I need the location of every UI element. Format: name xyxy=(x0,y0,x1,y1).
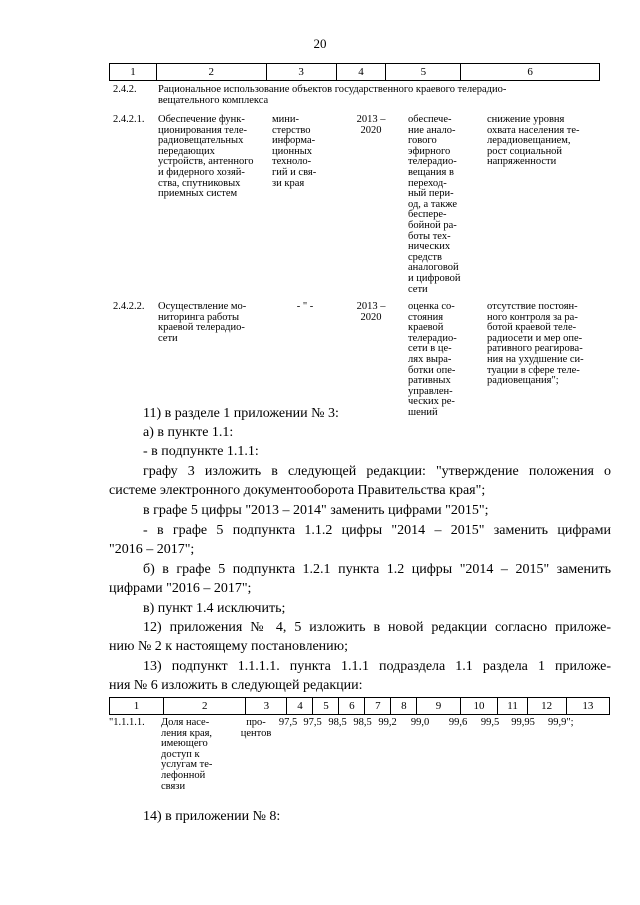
table2-row-num: "1.1.1.1. xyxy=(109,717,145,728)
cell-line: беспере- xyxy=(408,209,447,221)
table2-col-11: 11 xyxy=(498,698,527,715)
table2-value: 98,5 xyxy=(328,717,347,728)
row-242-text-line: Рациональное использование объектов государственного краевого телерадио- xyxy=(158,84,507,95)
cell-line: 2013 – xyxy=(356,114,386,125)
cell-line: Обеспечение функ- xyxy=(158,114,245,125)
cell-line: охвата населения те- xyxy=(487,124,580,136)
cell-line: туации в сфере теле- xyxy=(487,364,580,376)
table2-value: 97,5 xyxy=(278,717,298,728)
row-2422-number: 2.4.2.2. xyxy=(113,301,145,312)
table2-col-5: 5 xyxy=(313,698,339,715)
cell-line: ние анало- xyxy=(408,124,456,136)
table1-col-3: 3 xyxy=(266,64,336,81)
para-112-line2: "2016 – 2017"; xyxy=(109,542,195,557)
para-graf5: в графе 5 цифры "2013 – 2014" заменить цифрами "2015"; xyxy=(143,503,489,518)
para-graf3-line1: графу 3 изложить в следующей редакции: "утверждение положения о xyxy=(143,464,611,479)
para-graf3-line2: системе электронного документооборота Правительства края"; xyxy=(109,483,486,498)
para-b-line2: цифрами "2016 – 2017"; xyxy=(109,581,252,596)
cell-line: гий и свя- xyxy=(272,166,317,178)
cell-line: шений xyxy=(408,406,438,418)
cell-line: переход- xyxy=(408,177,447,189)
para-13-line2: ния № 6 изложить в следующей редакции: xyxy=(109,678,363,693)
cell-line: боты тех- xyxy=(408,230,451,242)
cell-line: мини- xyxy=(272,114,299,125)
table2-value: 97,5 xyxy=(303,717,322,728)
cell-line: гового xyxy=(408,135,437,147)
cell-line: Осуществление мо- xyxy=(158,301,247,312)
table2-col-7: 7 xyxy=(365,698,391,715)
cell-line: ционных xyxy=(272,145,313,157)
cell-line: лях выра- xyxy=(408,353,452,365)
row-2422-result xyxy=(408,302,478,419)
cell-line: нических xyxy=(408,241,451,253)
cell-line: центов xyxy=(240,727,272,739)
cell-line: телерадио- xyxy=(408,332,457,344)
table2-col-3: 3 xyxy=(246,698,287,715)
para-112-line1: - в графе 5 подпункта 1.1.2 цифры "2014 – 2015" заменить цифрами xyxy=(143,523,611,538)
para-11: 11) в разделе 1 приложении № 3: xyxy=(143,406,339,421)
table1-col-6: 6 xyxy=(461,64,600,81)
cell-line: имеющего xyxy=(161,738,208,750)
row-2421-risk xyxy=(487,115,602,168)
table2-value: 99,0 xyxy=(410,717,430,728)
cell-line: техноло- xyxy=(272,156,312,168)
para-b-line1: б) в графе 5 подпункта 1.2.1 пункта 1.2 цифры "2014 – 2015" заменить xyxy=(143,562,611,577)
cell-line: ративных xyxy=(408,375,451,387)
table2-value: 98,5 xyxy=(353,717,372,728)
cell-line: связи xyxy=(161,780,186,792)
cell-line: 2013 – xyxy=(356,301,386,312)
cell-line: краевой xyxy=(408,322,444,334)
row-2421-result xyxy=(408,115,478,295)
table2-header xyxy=(109,697,610,715)
para-a: а) в пункте 1.1: xyxy=(143,425,234,440)
cell-line: радиовещания"; xyxy=(487,375,559,387)
cell-line: услугам те- xyxy=(161,759,213,771)
cell-line: ционирования теле- xyxy=(158,124,248,136)
cell-line: радиовещательных xyxy=(158,135,244,147)
page-number: 20 xyxy=(313,36,327,51)
table2-col-2: 2 xyxy=(164,698,246,715)
cell-line: лефонной xyxy=(161,769,206,781)
para-12-line2: нию № 2 к настоящему постановлению; xyxy=(109,639,348,654)
cell-line: ботки опе- xyxy=(408,364,456,376)
cell-line: рост социальной xyxy=(487,145,563,157)
cell-line: ческих ре- xyxy=(408,396,455,408)
row-2422-risk xyxy=(487,302,605,387)
table1-header xyxy=(109,63,600,81)
cell-line: напряженности xyxy=(487,156,557,168)
row-242-text-line: вещательного комплекса xyxy=(158,94,269,106)
table2-value: 99,2 xyxy=(378,717,397,728)
cell-line: ботой краевой теле- xyxy=(487,322,577,334)
cell-line: обеспече- xyxy=(408,114,452,125)
cell-line: бойной ра- xyxy=(408,219,457,231)
para-dash: - в подпункте 1.1.1: xyxy=(143,444,259,459)
cell-line: снижение уровня xyxy=(487,114,565,125)
cell-line: про- xyxy=(246,717,266,728)
table1-col-1: 1 xyxy=(110,64,157,81)
cell-line: краевой телерадио- xyxy=(158,322,245,334)
table2-row-indicator xyxy=(161,718,236,792)
cell-line: од, а также xyxy=(408,198,458,210)
row-2421-period xyxy=(343,115,399,136)
cell-line: сети в це- xyxy=(408,343,452,355)
table2-col-1: 1 xyxy=(110,698,164,715)
table2-col-13: 13 xyxy=(566,698,609,715)
cell-line: ного контроля за ра- xyxy=(487,311,578,323)
cell-line: устройств, антенного xyxy=(158,156,254,168)
cell-line: стояния xyxy=(408,311,444,323)
cell-line: телерадио- xyxy=(408,156,457,168)
table2-col-12: 12 xyxy=(527,698,566,715)
cell-line: аналоговой xyxy=(408,262,459,274)
cell-line: ния на ухудшение си- xyxy=(487,353,584,365)
table2-value: 99,9"; xyxy=(548,717,574,728)
cell-line: и фидерного хозяй- xyxy=(158,166,245,178)
row-2422-description xyxy=(158,302,270,344)
cell-line: эфирного xyxy=(408,145,451,157)
row-2422-period xyxy=(343,302,399,323)
row-2421-description xyxy=(158,115,270,200)
row-242-number: 2.4.2. xyxy=(113,84,137,95)
table2-row-unit xyxy=(236,718,276,739)
cell-line: сети xyxy=(408,283,428,295)
cell-line: 2020 xyxy=(360,311,382,323)
cell-line: радиосети и мер опе- xyxy=(487,332,583,344)
row-2421-responsible xyxy=(272,115,338,189)
table2-value: 99,95 xyxy=(511,717,535,728)
cell-line: ниторинга работы xyxy=(158,311,240,323)
para-12-line1: 12) приложения № 4, 5 изложить в новой редакции согласно приложе- xyxy=(143,620,611,635)
table2-value: 99,5 xyxy=(480,717,500,728)
cell-line: сети xyxy=(158,332,178,344)
table2-col-4: 4 xyxy=(287,698,313,715)
table2-col-8: 8 xyxy=(391,698,417,715)
table2-col-9: 9 xyxy=(417,698,460,715)
cell-line: отсутствие постоян- xyxy=(487,301,578,312)
table2-value: 99,6 xyxy=(448,717,468,728)
cell-line: управлен- xyxy=(408,385,453,397)
cell-line: лерадиовещанием, xyxy=(487,135,571,147)
table2-col-10: 10 xyxy=(460,698,498,715)
cell-line: Доля насе- xyxy=(161,717,210,728)
cell-line: стерство xyxy=(272,124,311,136)
cell-line: передающих xyxy=(158,145,215,157)
cell-line: ный пери- xyxy=(408,188,454,200)
para-13-line1: 13) подпункт 1.1.1.1. пункта 1.1.1 подраздела 1.1 раздела 1 приложе- xyxy=(143,659,611,674)
row-242-text xyxy=(158,85,598,106)
row-2421-number: 2.4.2.1. xyxy=(113,114,145,125)
cell-line: вещания в xyxy=(408,166,454,178)
para-14: 14) в приложении № 8: xyxy=(143,809,281,824)
cell-line: зи края xyxy=(272,177,305,189)
table1-col-5: 5 xyxy=(386,64,461,81)
cell-line: приемных систем xyxy=(158,188,238,200)
cell-line: ления края, xyxy=(161,727,213,739)
cell-line: средств xyxy=(408,251,442,263)
cell-line: оценка со- xyxy=(408,301,455,312)
para-v: в) пункт 1.4 исключить; xyxy=(143,601,286,616)
cell-line: 2020 xyxy=(360,124,382,136)
cell-line: ративного реагирова- xyxy=(487,343,583,355)
cell-line: доступ к xyxy=(161,748,200,760)
table2-col-6: 6 xyxy=(339,698,365,715)
row-2422-responsible: - " - xyxy=(296,301,314,312)
cell-line: информа- xyxy=(272,135,316,147)
cell-line: и цифровой xyxy=(408,272,461,284)
table1-col-2: 2 xyxy=(156,64,266,81)
cell-line: ства, спутниковых xyxy=(158,177,241,189)
table1-col-4: 4 xyxy=(336,64,386,81)
